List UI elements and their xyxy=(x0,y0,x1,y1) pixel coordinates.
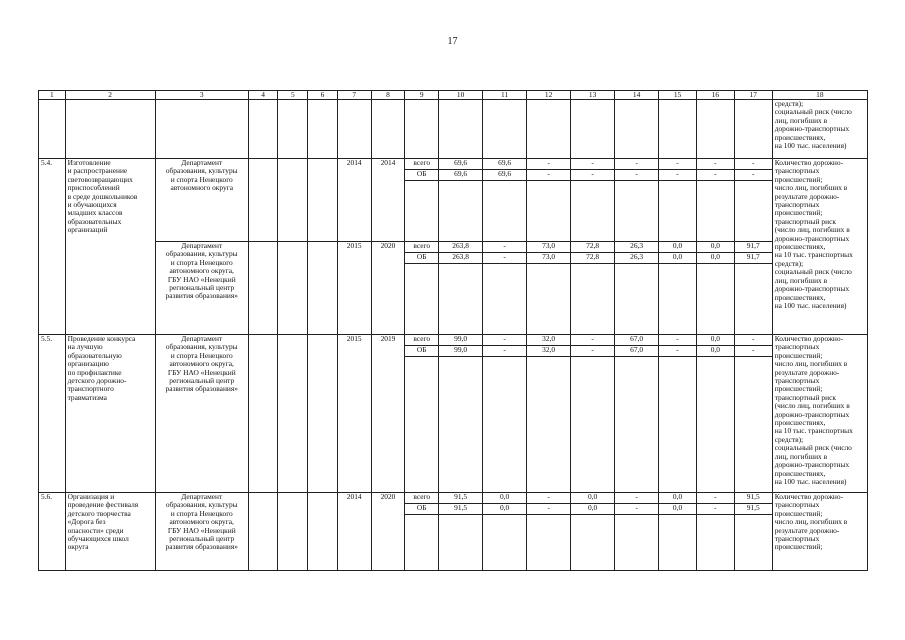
executor-cell: Департамент образования, культуры и спорта Ненецкого автономного округа xyxy=(155,159,248,242)
empty-cell xyxy=(337,100,371,159)
column-number: 10 xyxy=(439,91,483,100)
column-number: 9 xyxy=(405,91,439,100)
year-value: - xyxy=(734,170,772,181)
empty-cell xyxy=(248,159,278,242)
year-value: 0,0 xyxy=(571,493,615,504)
empty-cell xyxy=(405,181,439,242)
empty-cell xyxy=(248,242,278,335)
total-value: 263,8 xyxy=(439,242,483,253)
empty-cell xyxy=(439,515,483,571)
year-value: 0,0 xyxy=(696,335,734,346)
column-number: 16 xyxy=(696,91,734,100)
year-value: - xyxy=(527,159,571,170)
empty-cell xyxy=(278,335,308,493)
year-value: - xyxy=(659,346,697,357)
funding-source: всего xyxy=(405,242,439,253)
column-number: 1 xyxy=(39,91,66,100)
year-value: 26,3 xyxy=(615,253,659,264)
empty-cell xyxy=(696,264,734,335)
year-value: 26,3 xyxy=(615,242,659,253)
year-value: 0,0 xyxy=(659,493,697,504)
table-row xyxy=(39,493,868,504)
activity-name: Организация и проведение фестиваля детского творчества «Дорога без опасности» среди обучающихся школ округа xyxy=(65,493,155,571)
empty-cell xyxy=(527,264,571,335)
year-value: 0,0 xyxy=(483,493,527,504)
year-value: 0,0 xyxy=(696,253,734,264)
year-value: 91,5 xyxy=(734,504,772,515)
empty-cell xyxy=(308,100,338,159)
empty-cell xyxy=(571,100,615,159)
empty-cell xyxy=(659,100,697,159)
column-number: 12 xyxy=(527,91,571,100)
year-value: - xyxy=(659,159,697,170)
year-value: 91,7 xyxy=(734,253,772,264)
empty-cell xyxy=(483,264,527,335)
end-year: 2020 xyxy=(371,242,405,335)
empty-cell xyxy=(483,100,527,159)
empty-cell xyxy=(155,100,248,159)
indicator-cell: средств); социальный риск (число лиц, погибших в дорожно-транспортных происшествиях, на 100 тыс. населения) xyxy=(772,100,867,159)
year-value: 32,0 xyxy=(527,335,571,346)
year-value: - xyxy=(527,170,571,181)
empty-cell xyxy=(278,100,308,159)
empty-cell xyxy=(483,357,527,493)
empty-cell xyxy=(405,264,439,335)
total-value: 69,6 xyxy=(439,159,483,170)
year-value: - xyxy=(527,493,571,504)
empty-cell xyxy=(571,181,615,242)
total-value: 263,8 xyxy=(439,253,483,264)
column-number: 11 xyxy=(483,91,527,100)
column-number: 7 xyxy=(337,91,371,100)
year-value: - xyxy=(696,170,734,181)
year-value: 0,0 xyxy=(483,504,527,515)
total-value: 91,5 xyxy=(439,493,483,504)
empty-cell xyxy=(696,357,734,493)
year-value: - xyxy=(734,335,772,346)
empty-cell xyxy=(615,181,659,242)
funding-source: всего xyxy=(405,335,439,346)
continuation-row xyxy=(39,100,868,159)
start-year: 2014 xyxy=(337,493,371,571)
indicator-cell: Количество дорожно- транспортных происшествий; число лиц, погибших в результате дорожно- транспортных происшествий; транспортный риск (число лиц, погибших в дорожно-транспортных происшествиях, на 10 тыс. транспортных средств); социальный риск (число лиц, погибших в дорожно-транспортных происшествиях, на 100 тыс. населения) xyxy=(772,335,867,493)
year-value: 32,0 xyxy=(527,346,571,357)
activity-number: 5.6. xyxy=(39,493,66,571)
header-row xyxy=(39,91,868,100)
empty-cell xyxy=(248,335,278,493)
year-value: - xyxy=(483,242,527,253)
year-value: 69,6 xyxy=(483,170,527,181)
empty-cell xyxy=(734,515,772,571)
program-activities-table xyxy=(38,90,868,571)
year-value: - xyxy=(483,253,527,264)
year-value: 69,6 xyxy=(483,159,527,170)
empty-cell xyxy=(615,100,659,159)
year-value: 0,0 xyxy=(696,242,734,253)
column-number: 2 xyxy=(65,91,155,100)
year-value: - xyxy=(571,170,615,181)
year-value: 73,0 xyxy=(527,253,571,264)
empty-cell xyxy=(696,515,734,571)
year-value: - xyxy=(734,346,772,357)
year-value: 91,7 xyxy=(734,242,772,253)
empty-cell xyxy=(571,357,615,493)
funding-source: ОБ xyxy=(405,504,439,515)
empty-cell xyxy=(308,335,338,493)
empty-cell xyxy=(659,357,697,493)
year-value: - xyxy=(696,493,734,504)
empty-cell xyxy=(615,357,659,493)
total-value: 99,0 xyxy=(439,346,483,357)
funding-source: ОБ xyxy=(405,253,439,264)
funding-source: всего xyxy=(405,159,439,170)
activity-number: 5.5. xyxy=(39,335,66,493)
executor-cell: Департамент образования, культуры и спорта Ненецкого автономного округа, ГБУ НАО «Ненецкий региональный центр развития образования» xyxy=(155,242,248,335)
year-value: 0,0 xyxy=(659,242,697,253)
empty-cell xyxy=(65,100,155,159)
empty-cell xyxy=(405,515,439,571)
empty-cell xyxy=(278,242,308,335)
empty-cell xyxy=(527,181,571,242)
empty-cell xyxy=(571,515,615,571)
column-number: 14 xyxy=(615,91,659,100)
year-value: 91,5 xyxy=(734,493,772,504)
start-year: 2015 xyxy=(337,335,371,493)
empty-cell xyxy=(405,357,439,493)
empty-cell xyxy=(278,493,308,571)
activity-name: Проведение конкурса на лучшую образовательную организацию по профилактике детского дорожно- транспортного травматизма xyxy=(65,335,155,493)
year-value: - xyxy=(571,335,615,346)
executor-cell: Департамент образования, культуры и спорта Ненецкого автономного округа, ГБУ НАО «Ненецкий региональный центр развития образования» xyxy=(155,335,248,493)
column-number: 5 xyxy=(278,91,308,100)
empty-cell xyxy=(615,515,659,571)
empty-cell xyxy=(308,493,338,571)
column-number: 18 xyxy=(772,91,867,100)
indicator-cell: Количество дорожно- транспортных происшествий; число лиц, погибших в результате дорожно- транспортных происшествий; xyxy=(772,493,867,571)
empty-cell xyxy=(371,100,405,159)
start-year: 2014 xyxy=(337,159,371,242)
year-value: - xyxy=(696,159,734,170)
end-year: 2020 xyxy=(371,493,405,571)
year-value: 0,0 xyxy=(571,504,615,515)
empty-cell xyxy=(308,159,338,242)
empty-cell xyxy=(696,181,734,242)
year-value: - xyxy=(659,170,697,181)
column-number: 13 xyxy=(571,91,615,100)
year-value: 0,0 xyxy=(659,253,697,264)
activity-name: Изготовление и распространение световозвращающих приспособлений в среде дошкольников и обучающихся младших классов образовательных организаций xyxy=(65,159,155,335)
year-value: 67,0 xyxy=(615,346,659,357)
empty-cell xyxy=(248,100,278,159)
empty-cell xyxy=(734,264,772,335)
year-value: 0,0 xyxy=(696,346,734,357)
funding-source: ОБ xyxy=(405,170,439,181)
end-year: 2014 xyxy=(371,159,405,242)
empty-cell xyxy=(527,515,571,571)
year-value: - xyxy=(483,335,527,346)
start-year: 2015 xyxy=(337,242,371,335)
column-number: 4 xyxy=(248,91,278,100)
year-value: - xyxy=(571,346,615,357)
empty-cell xyxy=(734,100,772,159)
empty-cell xyxy=(571,264,615,335)
year-value: - xyxy=(696,504,734,515)
empty-cell xyxy=(483,515,527,571)
year-value: - xyxy=(734,159,772,170)
table-row xyxy=(39,242,868,253)
column-number: 6 xyxy=(308,91,338,100)
funding-source: всего xyxy=(405,493,439,504)
empty-cell xyxy=(696,100,734,159)
activity-number: 5.4. xyxy=(39,159,66,335)
empty-cell xyxy=(659,264,697,335)
year-value: 73,0 xyxy=(527,242,571,253)
year-value: - xyxy=(615,504,659,515)
end-year: 2019 xyxy=(371,335,405,493)
empty-cell xyxy=(527,100,571,159)
column-number: 3 xyxy=(155,91,248,100)
empty-cell xyxy=(659,181,697,242)
total-value: 99,0 xyxy=(439,335,483,346)
year-value: 67,0 xyxy=(615,335,659,346)
empty-cell xyxy=(483,181,527,242)
empty-cell xyxy=(439,264,483,335)
year-value: - xyxy=(615,170,659,181)
empty-cell xyxy=(527,357,571,493)
year-value: - xyxy=(659,335,697,346)
empty-cell xyxy=(439,181,483,242)
empty-cell xyxy=(308,242,338,335)
empty-cell xyxy=(248,493,278,571)
empty-cell xyxy=(278,159,308,242)
column-number: 17 xyxy=(734,91,772,100)
empty-cell xyxy=(734,357,772,493)
table-row xyxy=(39,159,868,170)
year-value: - xyxy=(527,504,571,515)
empty-cell xyxy=(405,100,439,159)
indicator-cell: Количество дорожно- транспортных происшествий; число лиц, погибших в результате дорожно- транспортных происшествий; транспортный риск (число лиц, погибших в дорожно-транспортных происшествиях, на 10 тыс. транспортных средств); социальный риск (число лиц, погибших в дорожно-транспортных происшествиях, на 100 тыс. населения) xyxy=(772,159,867,335)
table-row xyxy=(39,335,868,346)
empty-cell xyxy=(615,264,659,335)
column-number: 15 xyxy=(659,91,697,100)
column-number: 8 xyxy=(371,91,405,100)
year-value: 0,0 xyxy=(659,504,697,515)
empty-cell xyxy=(39,100,66,159)
empty-cell xyxy=(659,515,697,571)
year-value: - xyxy=(571,159,615,170)
executor-cell: Департамент образования, культуры и спорта Ненецкого автономного округа, ГБУ НАО «Ненецкий региональный центр развития образования» xyxy=(155,493,248,571)
year-value: - xyxy=(483,346,527,357)
funding-source: ОБ xyxy=(405,346,439,357)
empty-cell xyxy=(439,357,483,493)
empty-cell xyxy=(734,181,772,242)
total-value: 69,6 xyxy=(439,170,483,181)
year-value: 72,8 xyxy=(571,253,615,264)
total-value: 91,5 xyxy=(439,504,483,515)
year-value: 72,8 xyxy=(571,242,615,253)
empty-cell xyxy=(439,100,483,159)
page-number: 17 xyxy=(447,36,458,47)
year-value: - xyxy=(615,493,659,504)
year-value: - xyxy=(615,159,659,170)
